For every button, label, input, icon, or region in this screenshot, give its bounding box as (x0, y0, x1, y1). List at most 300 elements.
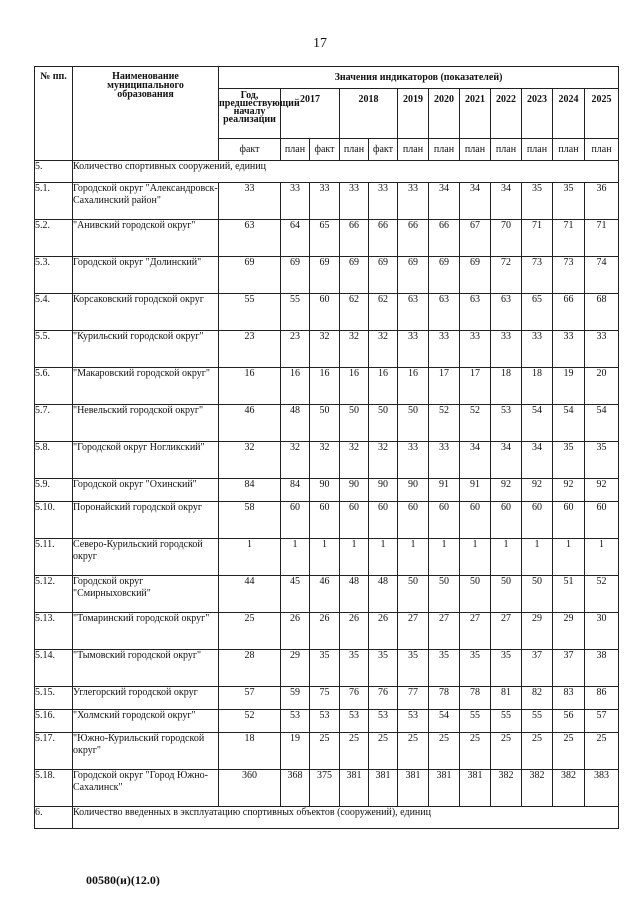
header-sub-10: план (553, 139, 585, 161)
value-cell: 50 (429, 576, 460, 613)
value-cell: 50 (398, 576, 429, 613)
value-cell: 34 (491, 442, 522, 479)
value-cell: 53 (398, 710, 429, 733)
value-cell: 35 (553, 183, 585, 220)
value-cell: 46 (310, 576, 340, 613)
value-cell: 26 (340, 613, 369, 650)
value-cell: 64 (281, 220, 310, 257)
value-cell: 60 (429, 502, 460, 539)
value-cell: 91 (429, 479, 460, 502)
value-cell: 32 (369, 442, 398, 479)
value-cell: 381 (369, 770, 398, 807)
value-cell: 76 (369, 687, 398, 710)
value-cell: 29 (553, 613, 585, 650)
value-cell: 33 (553, 331, 585, 368)
row-number: 5.12. (35, 576, 73, 613)
value-cell: 75 (310, 687, 340, 710)
value-cell: 60 (553, 502, 585, 539)
municipality-name: Городской округ "Смирныховский" (73, 576, 219, 613)
value-cell: 77 (398, 687, 429, 710)
value-cell: 50 (522, 576, 553, 613)
value-cell: 51 (553, 576, 585, 613)
municipality-name: "Макаровский городской округ" (73, 368, 219, 405)
value-cell: 71 (522, 220, 553, 257)
value-cell: 54 (429, 710, 460, 733)
value-cell: 26 (281, 613, 310, 650)
header-year-2022: 2022 (491, 89, 522, 139)
value-cell: 63 (219, 220, 281, 257)
section-5-title: Количество спортивных сооружений, единиц (73, 161, 619, 183)
value-cell: 1 (553, 539, 585, 576)
value-cell: 71 (553, 220, 585, 257)
document-code: 00580(и)(12.0) (86, 873, 160, 887)
table-row (35, 770, 619, 807)
value-cell: 48 (281, 405, 310, 442)
value-cell: 33 (491, 331, 522, 368)
value-cell: 50 (491, 576, 522, 613)
value-cell: 16 (281, 368, 310, 405)
municipality-name: "Невельский городской округ" (73, 405, 219, 442)
value-cell: 382 (522, 770, 553, 807)
value-cell: 36 (585, 183, 619, 220)
indicators-table (34, 66, 619, 829)
table-row (35, 502, 619, 539)
value-cell: 33 (460, 331, 491, 368)
table-row (35, 294, 619, 331)
header-base-year: Год, предшествующий началу реализации (219, 89, 281, 139)
table-row (35, 479, 619, 502)
row-number: 5.14. (35, 650, 73, 687)
table-row (35, 331, 619, 368)
row-number: 5.5. (35, 331, 73, 368)
value-cell: 34 (522, 442, 553, 479)
value-cell: 63 (429, 294, 460, 331)
value-cell: 381 (398, 770, 429, 807)
value-cell: 32 (369, 331, 398, 368)
value-cell: 92 (585, 479, 619, 502)
municipality-name: Городской округ "Город Южно-Сахалинск" (73, 770, 219, 807)
value-cell: 23 (281, 331, 310, 368)
value-cell: 78 (429, 687, 460, 710)
header-sub-9: план (522, 139, 553, 161)
municipality-name: Северо-Курильский городской округ (73, 539, 219, 576)
value-cell: 52 (219, 710, 281, 733)
municipality-name: Корсаковский городской округ (73, 294, 219, 331)
municipality-name: "Анивский городской округ" (73, 220, 219, 257)
value-cell: 81 (491, 687, 522, 710)
table-row (35, 405, 619, 442)
value-cell: 34 (491, 183, 522, 220)
header-values: Значения индикаторов (показателей) (219, 67, 619, 89)
value-cell: 54 (585, 405, 619, 442)
value-cell: 70 (491, 220, 522, 257)
value-cell: 1 (429, 539, 460, 576)
value-cell: 382 (491, 770, 522, 807)
value-cell: 26 (310, 613, 340, 650)
value-cell: 16 (310, 368, 340, 405)
municipality-name: Городской округ "Долинский" (73, 257, 219, 294)
value-cell: 84 (219, 479, 281, 502)
value-cell: 69 (219, 257, 281, 294)
value-cell: 33 (585, 331, 619, 368)
value-cell: 27 (460, 613, 491, 650)
value-cell: 26 (369, 613, 398, 650)
section-5-no: 5. (35, 161, 73, 183)
section-6-row (35, 807, 619, 829)
municipality-name: "Курильский городской округ" (73, 331, 219, 368)
section-6-title: Количество введенных в эксплуатацию спортивных объектов (сооружений), единиц (73, 807, 619, 829)
header-sub-2: факт (310, 139, 340, 161)
value-cell: 1 (585, 539, 619, 576)
value-cell: 50 (369, 405, 398, 442)
value-cell: 25 (369, 733, 398, 770)
value-cell: 27 (491, 613, 522, 650)
table-row (35, 710, 619, 733)
value-cell: 33 (281, 183, 310, 220)
value-cell: 55 (522, 710, 553, 733)
value-cell: 18 (491, 368, 522, 405)
value-cell: 17 (460, 368, 491, 405)
value-cell: 46 (219, 405, 281, 442)
value-cell: 16 (340, 368, 369, 405)
value-cell: 60 (522, 502, 553, 539)
value-cell: 54 (553, 405, 585, 442)
value-cell: 69 (460, 257, 491, 294)
value-cell: 90 (340, 479, 369, 502)
municipality-name: "Томаринский городской округ" (73, 613, 219, 650)
value-cell: 25 (522, 733, 553, 770)
value-cell: 32 (340, 331, 369, 368)
value-cell: 69 (281, 257, 310, 294)
value-cell: 53 (340, 710, 369, 733)
value-cell: 72 (491, 257, 522, 294)
value-cell: 34 (460, 183, 491, 220)
value-cell: 35 (340, 650, 369, 687)
header-sub-4: факт (369, 139, 398, 161)
value-cell: 1 (219, 539, 281, 576)
value-cell: 78 (460, 687, 491, 710)
value-cell: 383 (585, 770, 619, 807)
value-cell: 25 (340, 733, 369, 770)
value-cell: 35 (585, 442, 619, 479)
header-sub-1: план (281, 139, 310, 161)
value-cell: 58 (219, 502, 281, 539)
header-sub-8: план (491, 139, 522, 161)
header-sub-0: факт (219, 139, 281, 161)
value-cell: 52 (460, 405, 491, 442)
value-cell: 32 (219, 442, 281, 479)
value-cell: 55 (219, 294, 281, 331)
table-row (35, 613, 619, 650)
value-cell: 1 (491, 539, 522, 576)
value-cell: 33 (398, 331, 429, 368)
header-year-2024: 2024 (553, 89, 585, 139)
value-cell: 33 (522, 331, 553, 368)
value-cell: 53 (310, 710, 340, 733)
value-cell: 56 (553, 710, 585, 733)
header-year-2018: 2018 (340, 89, 398, 139)
row-number: 5.15. (35, 687, 73, 710)
value-cell: 76 (340, 687, 369, 710)
value-cell: 33 (219, 183, 281, 220)
header-no: № пп. (35, 67, 73, 161)
municipality-name: "Тымовский городской округ" (73, 650, 219, 687)
value-cell: 60 (398, 502, 429, 539)
value-cell: 63 (491, 294, 522, 331)
value-cell: 19 (553, 368, 585, 405)
value-cell: 38 (585, 650, 619, 687)
value-cell: 50 (460, 576, 491, 613)
row-number: 5.17. (35, 733, 73, 770)
row-number: 5.4. (35, 294, 73, 331)
value-cell: 83 (553, 687, 585, 710)
section-6-no: 6. (35, 807, 73, 829)
value-cell: 34 (429, 183, 460, 220)
row-number: 5.8. (35, 442, 73, 479)
value-cell: 27 (398, 613, 429, 650)
table-row (35, 368, 619, 405)
municipality-name: Углегорский городской округ (73, 687, 219, 710)
value-cell: 375 (310, 770, 340, 807)
value-cell: 368 (281, 770, 310, 807)
header-year-2017: 2017 (281, 89, 340, 139)
row-number: 5.16. (35, 710, 73, 733)
value-cell: 25 (310, 733, 340, 770)
value-cell: 63 (398, 294, 429, 331)
value-cell: 57 (219, 687, 281, 710)
header-sub-11: план (585, 139, 619, 161)
value-cell: 25 (491, 733, 522, 770)
value-cell: 1 (310, 539, 340, 576)
value-cell: 71 (585, 220, 619, 257)
value-cell: 16 (398, 368, 429, 405)
value-cell: 27 (429, 613, 460, 650)
value-cell: 33 (429, 442, 460, 479)
value-cell: 32 (281, 442, 310, 479)
value-cell: 44 (219, 576, 281, 613)
row-number: 5.11. (35, 539, 73, 576)
value-cell: 50 (310, 405, 340, 442)
value-cell: 20 (585, 368, 619, 405)
municipality-name: "Холмский городской округ" (73, 710, 219, 733)
value-cell: 1 (369, 539, 398, 576)
value-cell: 57 (585, 710, 619, 733)
value-cell: 55 (460, 710, 491, 733)
value-cell: 90 (369, 479, 398, 502)
value-cell: 60 (460, 502, 491, 539)
value-cell: 60 (310, 502, 340, 539)
value-cell: 35 (398, 650, 429, 687)
header-year-2019: 2019 (398, 89, 429, 139)
value-cell: 382 (553, 770, 585, 807)
value-cell: 1 (522, 539, 553, 576)
row-number: 5.10. (35, 502, 73, 539)
value-cell: 91 (460, 479, 491, 502)
table-body (35, 67, 619, 829)
value-cell: 1 (281, 539, 310, 576)
value-cell: 34 (460, 442, 491, 479)
value-cell: 62 (340, 294, 369, 331)
table-row (35, 220, 619, 257)
value-cell: 25 (585, 733, 619, 770)
municipality-name: "Южно-Курильский городской округ" (73, 733, 219, 770)
header-year-2021: 2021 (460, 89, 491, 139)
header-year-2020: 2020 (429, 89, 460, 139)
row-number: 5.7. (35, 405, 73, 442)
value-cell: 74 (585, 257, 619, 294)
value-cell: 60 (585, 502, 619, 539)
value-cell: 35 (310, 650, 340, 687)
value-cell: 19 (281, 733, 310, 770)
value-cell: 53 (491, 405, 522, 442)
section-5-row (35, 161, 619, 183)
header-year-2023: 2023 (522, 89, 553, 139)
value-cell: 35 (369, 650, 398, 687)
value-cell: 16 (369, 368, 398, 405)
value-cell: 60 (281, 502, 310, 539)
header-sub-3: план (340, 139, 369, 161)
value-cell: 90 (398, 479, 429, 502)
value-cell: 66 (553, 294, 585, 331)
value-cell: 69 (369, 257, 398, 294)
value-cell: 60 (340, 502, 369, 539)
value-cell: 86 (585, 687, 619, 710)
value-cell: 69 (310, 257, 340, 294)
table-row (35, 576, 619, 613)
value-cell: 60 (491, 502, 522, 539)
row-number: 5.1. (35, 183, 73, 220)
value-cell: 18 (219, 733, 281, 770)
value-cell: 65 (522, 294, 553, 331)
value-cell: 381 (429, 770, 460, 807)
value-cell: 28 (219, 650, 281, 687)
value-cell: 52 (585, 576, 619, 613)
value-cell: 25 (219, 613, 281, 650)
value-cell: 35 (491, 650, 522, 687)
value-cell: 52 (429, 405, 460, 442)
value-cell: 17 (429, 368, 460, 405)
value-cell: 50 (398, 405, 429, 442)
table-row (35, 650, 619, 687)
value-cell: 35 (522, 183, 553, 220)
table-row (35, 733, 619, 770)
value-cell: 381 (460, 770, 491, 807)
value-cell: 66 (429, 220, 460, 257)
value-cell: 25 (553, 733, 585, 770)
value-cell: 66 (369, 220, 398, 257)
value-cell: 23 (219, 331, 281, 368)
value-cell: 54 (522, 405, 553, 442)
municipality-name: Поронайский городской округ (73, 502, 219, 539)
value-cell: 381 (340, 770, 369, 807)
value-cell: 73 (522, 257, 553, 294)
value-cell: 25 (460, 733, 491, 770)
value-cell: 53 (281, 710, 310, 733)
table-row (35, 442, 619, 479)
value-cell: 32 (310, 331, 340, 368)
value-cell: 16 (219, 368, 281, 405)
header-name: Наименование муниципального образования (73, 67, 219, 161)
table-row (35, 257, 619, 294)
value-cell: 1 (460, 539, 491, 576)
table-row (35, 183, 619, 220)
value-cell: 59 (281, 687, 310, 710)
value-cell: 66 (340, 220, 369, 257)
value-cell: 69 (429, 257, 460, 294)
value-cell: 25 (398, 733, 429, 770)
value-cell: 50 (340, 405, 369, 442)
value-cell: 18 (522, 368, 553, 405)
value-cell: 48 (340, 576, 369, 613)
value-cell: 62 (369, 294, 398, 331)
value-cell: 63 (460, 294, 491, 331)
value-cell: 33 (429, 331, 460, 368)
row-number: 5.9. (35, 479, 73, 502)
municipality-name: Городской округ "Охинский" (73, 479, 219, 502)
value-cell: 66 (398, 220, 429, 257)
value-cell: 55 (491, 710, 522, 733)
table-row (35, 539, 619, 576)
municipality-name: "Городской округ Ногликский" (73, 442, 219, 479)
value-cell: 92 (522, 479, 553, 502)
value-cell: 68 (585, 294, 619, 331)
row-number: 5.18. (35, 770, 73, 807)
value-cell: 35 (460, 650, 491, 687)
value-cell: 33 (340, 183, 369, 220)
value-cell: 33 (369, 183, 398, 220)
value-cell: 37 (522, 650, 553, 687)
value-cell: 92 (491, 479, 522, 502)
value-cell: 35 (553, 442, 585, 479)
value-cell: 65 (310, 220, 340, 257)
value-cell: 25 (429, 733, 460, 770)
value-cell: 90 (310, 479, 340, 502)
value-cell: 33 (310, 183, 340, 220)
page-number: 17 (313, 36, 327, 51)
value-cell: 35 (429, 650, 460, 687)
value-cell: 37 (553, 650, 585, 687)
value-cell: 92 (553, 479, 585, 502)
value-cell: 29 (522, 613, 553, 650)
row-number: 5.6. (35, 368, 73, 405)
value-cell: 1 (398, 539, 429, 576)
value-cell: 30 (585, 613, 619, 650)
row-number: 5.3. (35, 257, 73, 294)
header-sub-6: план (429, 139, 460, 161)
value-cell: 360 (219, 770, 281, 807)
value-cell: 67 (460, 220, 491, 257)
value-cell: 32 (310, 442, 340, 479)
value-cell: 29 (281, 650, 310, 687)
value-cell: 82 (522, 687, 553, 710)
value-cell: 53 (369, 710, 398, 733)
value-cell: 48 (369, 576, 398, 613)
value-cell: 73 (553, 257, 585, 294)
table-row (35, 687, 619, 710)
value-cell: 33 (398, 183, 429, 220)
value-cell: 69 (398, 257, 429, 294)
value-cell: 1 (340, 539, 369, 576)
row-number: 5.2. (35, 220, 73, 257)
header-year-2025: 2025 (585, 89, 619, 139)
value-cell: 32 (340, 442, 369, 479)
header-sub-5: план (398, 139, 429, 161)
value-cell: 60 (310, 294, 340, 331)
value-cell: 33 (398, 442, 429, 479)
value-cell: 60 (369, 502, 398, 539)
municipality-name: Городской округ "Александровск-Сахалинский район" (73, 183, 219, 220)
value-cell: 45 (281, 576, 310, 613)
